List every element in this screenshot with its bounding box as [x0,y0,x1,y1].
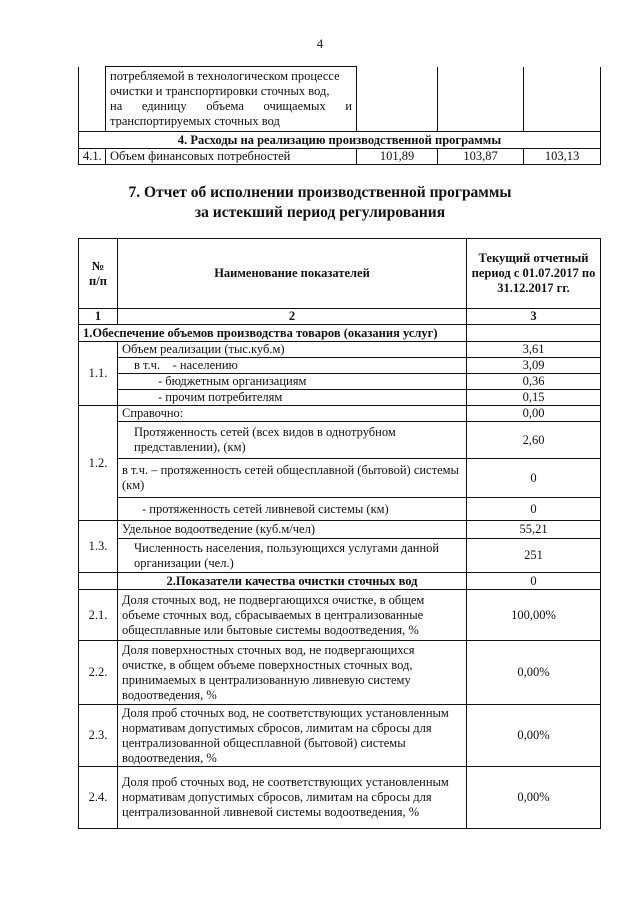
title-line-2: за истекший период регулирования [194,204,446,221]
row-1-2-b-label: Протяженность сетей (всех видов в однотрубном представлении), (км) [118,422,467,459]
section-2-value: 0 [467,573,601,590]
fragment-num-cell [79,67,106,132]
row-2-4-num: 2.4. [79,767,118,829]
section-1-heading: 1.Обеспечение объемов производства товаров (оказания услуг) [79,325,467,342]
row-4-1-value-2: 103,87 [438,149,524,165]
row-1-2-a-label: Справочно: [118,406,467,422]
row-2-1-value: 100,00% [467,590,601,641]
row-1-1-b-value: 3,09 [467,358,601,374]
fragment-line-4: транспортируемых сточных вод [110,114,280,128]
row-2-3-num: 2.3. [79,705,118,767]
row-1-1-b-label: в т.ч. - населению [118,358,467,374]
section-2-num [79,573,118,590]
col-number-2: 2 [118,309,467,325]
row-2-1-num: 2.1. [79,590,118,641]
row-1-3-a-label: Удельное водоотведение (куб.м/чел) [118,521,467,539]
fragment-line-3: на единицу объема очищаемых и [110,99,352,113]
section-1-value [467,325,601,342]
row-2-2-value: 0,00% [467,641,601,705]
row-1-3-b-label: Численность населения, пользующихся услугами данной организации (чел.) [118,539,467,573]
header-name: Наименование показателей [118,239,467,309]
row-1-1-c-label: - бюджетным организациям [118,374,467,390]
row-1-2-a-value: 0,00 [467,406,601,422]
fragment-line-2: очистки и транспортировки сточных вод, [110,84,330,98]
row-2-3-label: Доля проб сточных вод, не соответствующих установленным нормативам допустимых сбросов, лимитам на сбросы для централизованной общесплавной (бытовой) системы водоотведения, % [118,705,467,767]
row-2-2-label: Доля поверхностных сточных вод, не подвергающихся очистке, в общем объеме поверхностных сточных вод, принимаемых в централизованную ливневую систему водоотведения, % [118,641,467,705]
section-7-title [0,183,640,223]
row-4-1-value-3: 103,13 [524,149,601,165]
row-1-2-b-value: 2,60 [467,422,601,459]
page-number: 4 [316,36,324,51]
row-1-1-d-value: 0,15 [467,390,601,406]
row-1-2-d-value: 0 [467,498,601,521]
header-period: Текущий отчетный период с 01.07.2017 по 31.12.2017 гг. [467,239,601,309]
col-number-1: 1 [79,309,118,325]
row-1-1-a-value: 3,61 [467,342,601,358]
row-2-4-value: 0,00% [467,767,601,829]
row-2-3-value: 0,00% [467,705,601,767]
row-1-2-c-label: в т.ч. – протяженность сетей общесплавной (бытовой) системы (км) [118,459,467,498]
fragment-value-cell-3 [524,67,601,132]
row-1-2-d-label: - протяженность сетей ливневой системы (км) [118,498,467,521]
fragment-value-cell-2 [438,67,524,132]
row-1-1-d-label: - прочим потребителям [118,390,467,406]
row-1-1-c-value: 0,36 [467,374,601,390]
report-table [78,238,601,829]
group-1-3-num: 1.3. [79,521,118,573]
fragment-text-cell [106,67,357,132]
row-1-2-c-value: 0 [467,459,601,498]
row-2-1-label: Доля сточных вод, не подвергающихся очистке, в общем объеме сточных вод, сбрасываемых в централизованные общесплавные или бытовые системы водоотведения, % [118,590,467,641]
group-1-1-num: 1.1. [79,342,118,406]
col-number-3: 3 [467,309,601,325]
fragment-line-1: потребляемой в технологическом процессе [110,69,340,83]
row-1-1-a-label: Объем реализации (тыс.куб.м) [118,342,467,358]
row-2-2-num: 2.2. [79,641,118,705]
fragment-value-cell-1 [357,67,438,132]
title-line-1: 7. Отчет об исполнении производственной программы [128,184,512,201]
group-1-2-num: 1.2. [79,406,118,521]
section-2-heading: 2.Показатели качества очистки сточных вод [118,573,467,590]
section-4-heading: 4. Расходы на реализацию производственной программы [79,132,601,149]
row-4-1-value-1: 101,89 [357,149,438,165]
row-1-3-b-value: 251 [467,539,601,573]
header-num: № п/п [79,239,118,309]
row-1-3-a-value: 55,21 [467,521,601,539]
previous-table-fragment [78,66,601,165]
row-4-1-label: Объем финансовых потребностей [106,149,357,165]
row-4-1-num: 4.1. [79,149,106,165]
row-2-4-label: Доля проб сточных вод, не соответствующих установленным нормативам допустимых сбросов, лимитам на сбросы для централизованной ливневой системы водоотведения, % [118,767,467,829]
